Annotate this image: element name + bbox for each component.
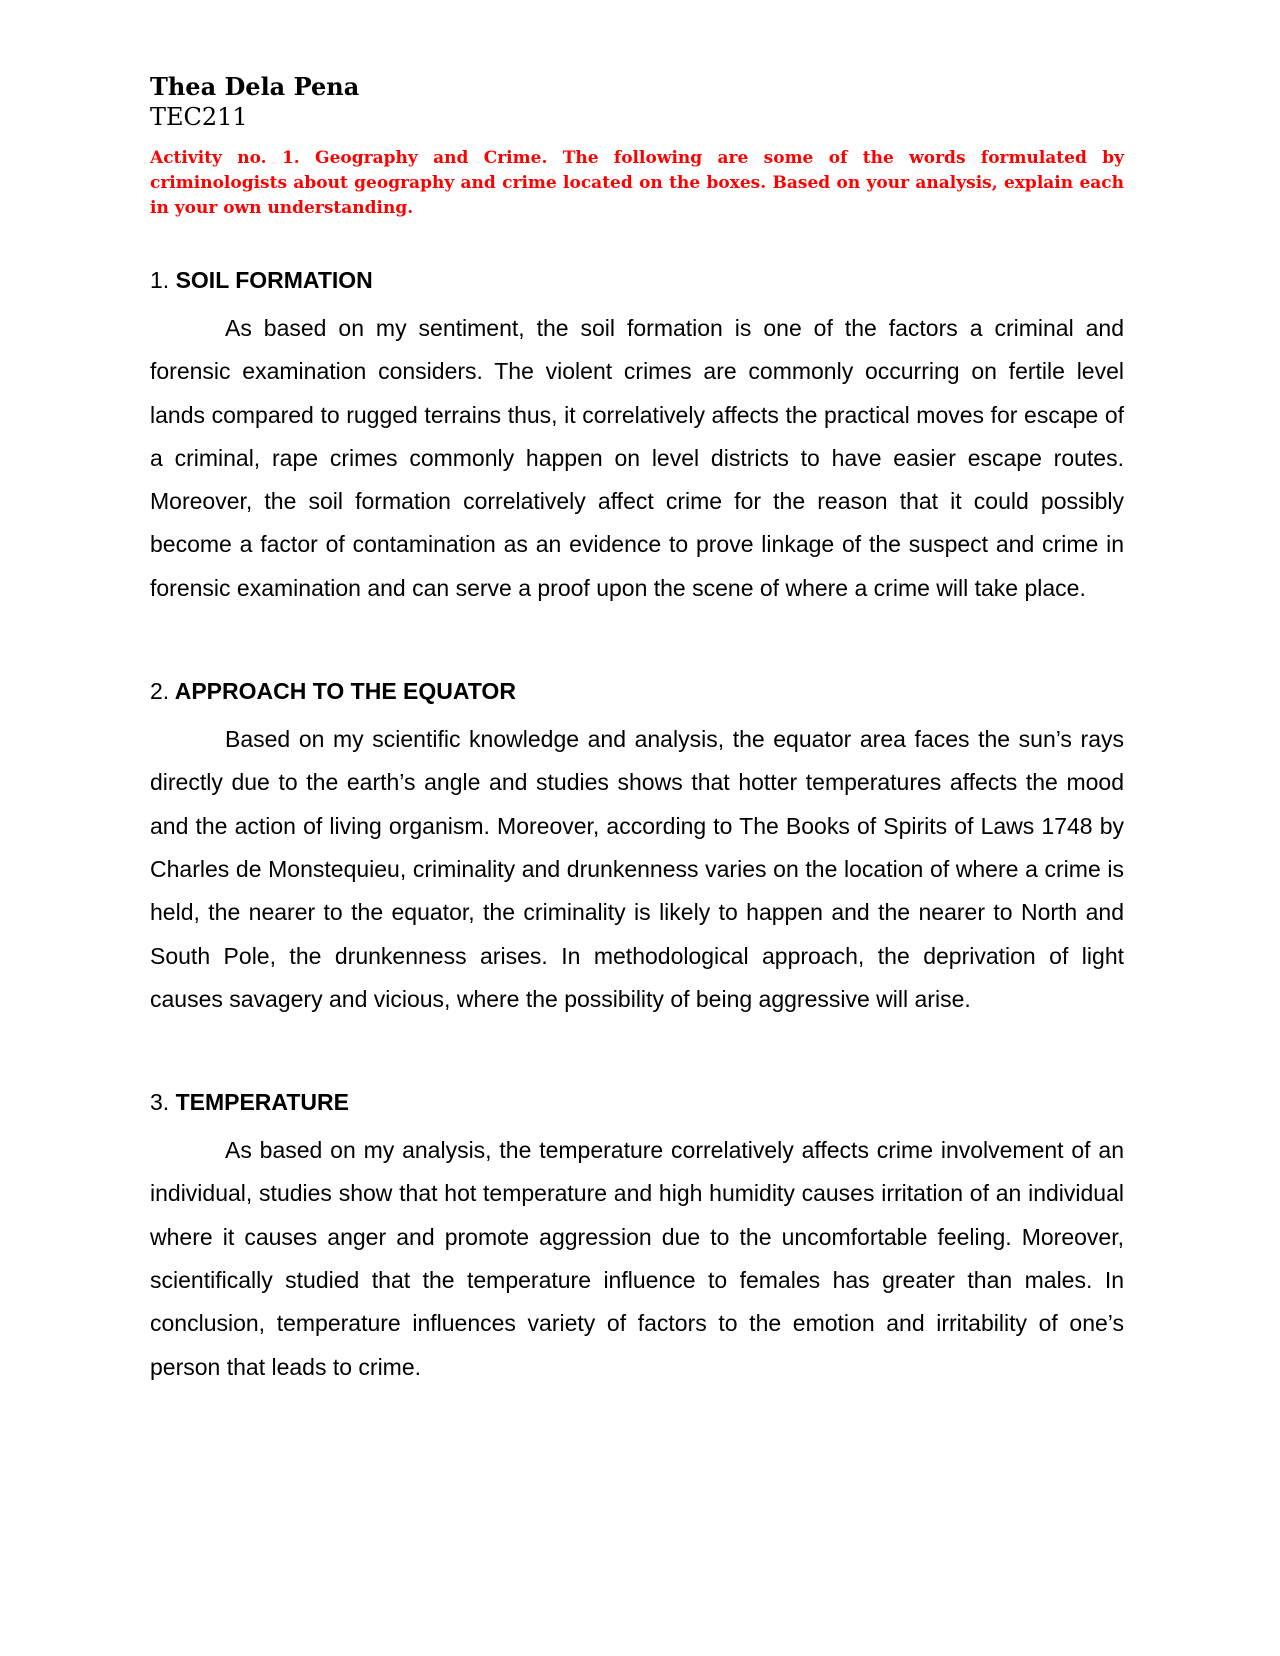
- section-body: As based on my analysis, the temperature correlatively affects crime involvement of an individual, studies show that hot temperature and high humidity causes irritation of an individual where it causes anger and promote aggression due to the uncomfortable feeling. Moreover, scientifically studied that the temperature influence to females has greater than males. In conclusion, temperature influences variety of factors to the emotion and irritability of one’s person that leads to crime.: [150, 1137, 1124, 1380]
- section-soil-formation: [150, 265, 1124, 610]
- section-title: APPROACH TO THE EQUATOR: [174, 678, 516, 705]
- section-heading: [150, 676, 1124, 706]
- section-title: TEMPERATURE: [175, 1089, 349, 1116]
- section-approach-to-the-equator: [150, 676, 1124, 1021]
- author-name: Thea Dela Pena: [150, 72, 360, 101]
- section-heading: [150, 1087, 1124, 1117]
- section-number: 1.: [150, 267, 170, 293]
- document-page: [150, 72, 1124, 1389]
- section-body: As based on my sentiment, the soil formation is one of the factors a criminal and forensic examination considers. The violent crimes are commonly occurring on fertile level lands compared to rugged terrains thus, it correlatively affects the practical moves for escape of a criminal, rape crimes commonly happen on level districts to have easier escape routes. Moreover, the soil formation correlatively affect crime for the reason that it could possibly become a factor of contamination as an evidence to prove linkage of the suspect and crime in forensic examination and can serve a proof upon the scene of where a crime will take place.: [150, 315, 1124, 601]
- section-number: 3.: [150, 1089, 170, 1116]
- course-code: TEC211: [150, 103, 248, 131]
- activity-instructions: Activity no. 1. Geography and Crime. The following are some of the words formulated by criminologists about geography and crime located on the boxes. Based on your analysis, explain each in your own understanding.: [150, 148, 1124, 218]
- section-body: Based on my scientific knowledge and analysis, the equator area faces the sun’s rays directly due to the earth’s angle and studies shows that hotter temperatures affects the mood and the action of living organism. Moreover, according to The Books of Spirits of Laws 1748 by Charles de Monstequieu, criminality and drunkenness varies on the location of where a crime is held, the nearer to the equator, the criminality is likely to happen and the nearer to North and South Pole, the drunkenness arises. In methodological approach, the deprivation of light causes savagery and vicious, where the possibility of being aggressive will arise.: [150, 726, 1124, 1012]
- section-number: 2.: [150, 678, 170, 705]
- section-temperature: [150, 1087, 1124, 1389]
- section-title: SOIL FORMATION: [175, 267, 373, 293]
- section-heading: [150, 265, 1124, 295]
